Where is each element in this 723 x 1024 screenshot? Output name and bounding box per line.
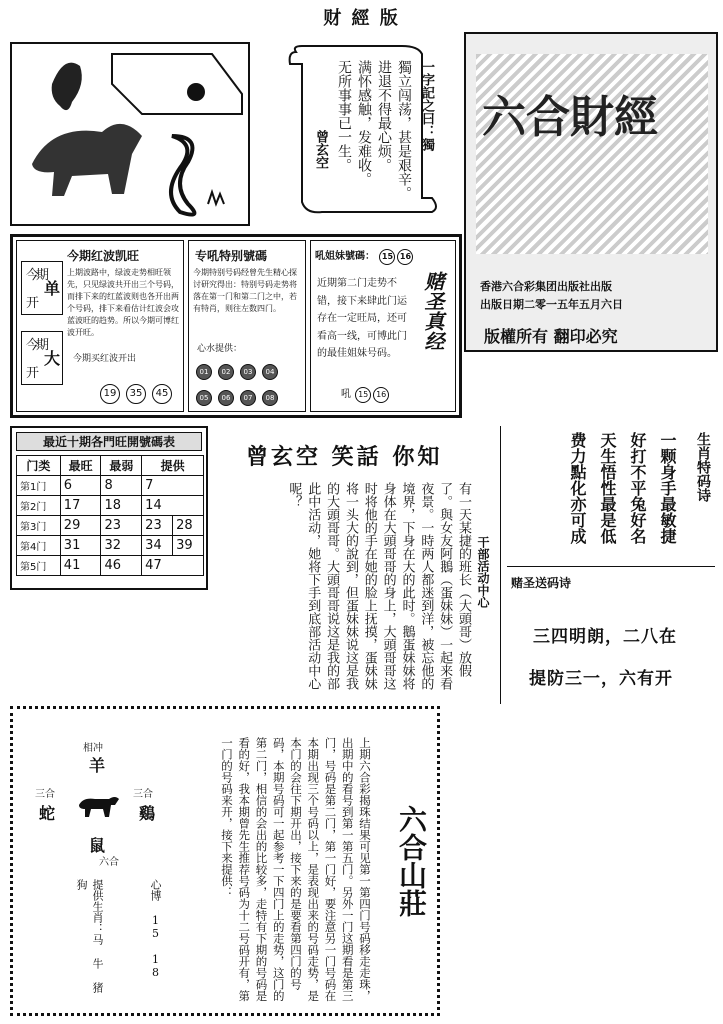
table-row (17, 496, 204, 516)
panel-red-wave (16, 240, 184, 412)
special-ball-1: 01 (196, 364, 212, 380)
cell: 31 (60, 536, 101, 556)
zodiac-poem-line-2: 好打不平兔好名 (628, 432, 647, 544)
red-wave-dan: 单 (44, 279, 61, 298)
twins-title-row (315, 247, 414, 265)
cell: 28 (173, 516, 204, 536)
row-label: 第1门 (17, 476, 61, 496)
header-title: 财 經 版 (323, 8, 400, 29)
row-label: 第5门 (17, 556, 61, 576)
saying-line-2: 进退不得最心烦。 (376, 60, 392, 172)
poem-divider (507, 566, 715, 567)
red-wave-title: 今期红波凯旺 (67, 249, 140, 263)
red-wave-left-top (21, 261, 63, 315)
twins-note-ball-1: 15 (355, 387, 371, 403)
cell: 14 (142, 496, 204, 516)
red-wave-note: 今期买红波开出 (73, 354, 137, 364)
zodiac-poem-title: 生肖特码诗 (695, 432, 711, 502)
cell: 23 (101, 516, 142, 536)
cell: 32 (101, 536, 142, 556)
masthead-copyright: 版權所有 翻印必究 (484, 327, 618, 346)
figure-eight-shape (171, 136, 194, 215)
zodiac-poem-line-4: 费力點化亦可成 (568, 432, 587, 544)
story-text: 有一天某捷的班长（大頭哥）放假了。與女友阿鵝（蛋妹妹）一起来看夜景。一時两人都迷到洋，被忘他的境界，下身在大的此时。鵝蛋妹妹将身体在大頭哥哥的身上，大頭哥哥这时将他的手在她的脸上抚摸，蛋妹妹将一头大的說到，但蛋妹妹说这是我的大頭哥哥。大頭哥哥说这是我的部此中活动，她将下手到底部活动中心呢？ (286, 482, 471, 690)
red-wave-balls (97, 381, 175, 404)
mountain-section (10, 706, 440, 1016)
cell: 41 (60, 556, 101, 576)
grass-shape (208, 192, 224, 204)
history-header-cell: 门类 (17, 456, 61, 476)
red-wave-ball-1: 19 (100, 384, 120, 404)
cell: 47 (142, 556, 204, 576)
special-ball-3: 03 (240, 364, 256, 380)
zodiac-diagram (35, 739, 165, 869)
zodiac-right-label: 三合 (133, 789, 153, 800)
saying-scroll (282, 42, 444, 220)
special-balls (193, 359, 305, 406)
cell: 34 (142, 536, 173, 556)
saying-line-3: 满怀感触，发难收。 (356, 60, 372, 186)
ox-icon (75, 791, 121, 821)
story-section (210, 426, 494, 706)
zodiac-bottom: 鼠 (89, 836, 106, 855)
send-poem-line-1: 三四明朗，二八在 (533, 627, 677, 647)
saying-line-1: 獨立闯荡，甚是艰辛。 (396, 60, 412, 200)
red-wave-kai-1: 开 (26, 296, 40, 311)
row-label: 第4门 (17, 536, 61, 556)
red-wave-qi-1: 期 (36, 268, 50, 283)
special-ball-7: 07 (240, 390, 256, 406)
red-wave-qi-2: 期 (36, 338, 50, 353)
saying-line-4: 无所事事已一生。 (336, 60, 352, 172)
twins-title: 吼姐妹號碼： (315, 251, 375, 262)
zodiac-poem-line-3: 天生悟性最是低 (598, 432, 617, 544)
zodiac-top: 羊 (89, 756, 106, 775)
seahorse-shape (52, 63, 82, 111)
zodiac-poem-line-1: 一颗身手最敏捷 (658, 432, 677, 544)
red-wave-ball-2: 35 (126, 384, 146, 404)
masthead (464, 32, 718, 352)
history-table-box (10, 426, 208, 590)
cell: 8 (101, 476, 142, 496)
table-row (17, 476, 204, 496)
special-ball-5: 05 (196, 390, 212, 406)
zodiac-bottom-label: 六合 (99, 857, 119, 868)
saying-author: 曾玄空 (313, 130, 328, 169)
mountain-signoff: 提供生肖：马 牛 猪 狗 (75, 879, 104, 993)
masthead-date: 出版日期二零一五年五月六日 (480, 298, 623, 311)
red-wave-jin-2: 今 (26, 338, 40, 353)
picture-puzzle (10, 42, 250, 226)
special-note: 心水提供： (197, 344, 243, 354)
red-wave-left-bottom (21, 331, 63, 385)
mountain-closing: 心博 15 18 (149, 879, 162, 979)
cell: 17 (60, 496, 101, 516)
panel-special (188, 240, 306, 412)
special-ball-2: 02 (218, 364, 234, 380)
twins-body: 近期第二门走势不错，接下来肆此门运存在一定旺局，还可看高一线，可博此门的最佳姐妹号码。 (317, 278, 407, 359)
shelf-shape (112, 54, 242, 114)
twins-note-ball-2: 16 (373, 387, 389, 403)
story-title: 曾玄空 笑話 你知 (246, 444, 443, 470)
history-header-cell: 最旺 (60, 456, 101, 476)
cell: 6 (60, 476, 101, 496)
special-ball-6: 06 (218, 390, 234, 406)
poem-column (500, 426, 719, 704)
special-title: 专吼特别號碼 (195, 249, 268, 263)
special-ball-8: 08 (262, 390, 278, 406)
special-body: 今期特别号码经曾先生精心探讨研究得出：特别号码走势将落在第一门和第二门之中，若有特肖，则往左数四门。 (193, 268, 297, 313)
page-header (0, 4, 723, 30)
cell: 18 (101, 496, 142, 516)
mountain-text: 上期六合彩揭珠结果可见第一第四门号码移走走珠，出期中的看号到第一第五门。另外一门这期看是第三门，号码是第二门，第一门好，要注意另一门号码在本期出现三个号码以上，是表现出来的号码走势，是本门的会往下期开出，接下来的是要看第四门的号码，本期号码可一起参考一下四门上的走势，这门的第二门，相信的会出的比较多，走特有下期的号码是看的好，我本期曾先生推荐号码为十二号码开有，第一门的号码来开，接下来提供： (220, 737, 372, 1002)
story-byline: 干部活动中心 (476, 536, 490, 608)
history-title: 最近十期各門旺開號碼表 (16, 432, 202, 451)
twins-note-row (341, 385, 390, 403)
masthead-logo-text: 六合財經 (482, 92, 658, 143)
twins-title-ball-1: 15 (379, 249, 395, 265)
red-wave-da: 大 (44, 349, 61, 368)
zodiac-left: 蛇 (39, 804, 56, 823)
saying-title: 一字記之曰：獨 (419, 60, 434, 151)
cell: 23 (142, 516, 173, 536)
red-wave-kai-2: 开 (26, 366, 40, 381)
send-poem-title: 赌圣送码诗 (511, 576, 572, 590)
twins-title-ball-2: 16 (397, 249, 413, 265)
twins-stamp: 赌圣真经 (421, 271, 445, 351)
table-row (17, 556, 204, 576)
table-row (17, 536, 204, 556)
cell: 39 (173, 536, 204, 556)
twins-note: 吼 (341, 389, 351, 400)
mountain-title: 六合山莊 (395, 805, 428, 917)
cell: 46 (101, 556, 142, 576)
panel-twins (310, 240, 456, 412)
moon-shape (187, 83, 205, 101)
zodiac-right: 鷄 (139, 804, 156, 823)
red-wave-ball-3: 45 (152, 384, 172, 404)
row-label: 第2门 (17, 496, 61, 516)
history-header-cell: 最弱 (101, 456, 142, 476)
red-wave-jin-1: 今 (26, 268, 40, 283)
special-ball-4: 04 (262, 364, 278, 380)
cell: 7 (142, 476, 204, 496)
puzzle-illustration (12, 44, 248, 224)
history-header-cell: 提供 (142, 456, 204, 476)
row-label: 第3门 (17, 516, 61, 536)
masthead-publisher: 香港六合彩集团出版社出版 (480, 280, 612, 293)
history-header-row (17, 456, 204, 476)
zodiac-left-label: 三合 (35, 789, 55, 800)
bottom-right-blank (444, 706, 718, 1016)
cell: 29 (60, 516, 101, 536)
send-poem-line-2: 提防三一，六有开 (529, 669, 673, 689)
masthead-logo (476, 54, 708, 254)
table-row (17, 516, 204, 536)
triceratops-shape (32, 124, 142, 196)
zodiac-top-label: 相冲 (83, 743, 103, 754)
history-table (16, 455, 204, 576)
red-wave-body: 上期波路中，绿波走势相旺领先，只见绿波共开出三个号码，而排下来的红蓝波则也各开出两个号码，排下来看估计红波会攻蓝波旺的趋势。所以今期可博红波开旺。 (67, 268, 179, 337)
